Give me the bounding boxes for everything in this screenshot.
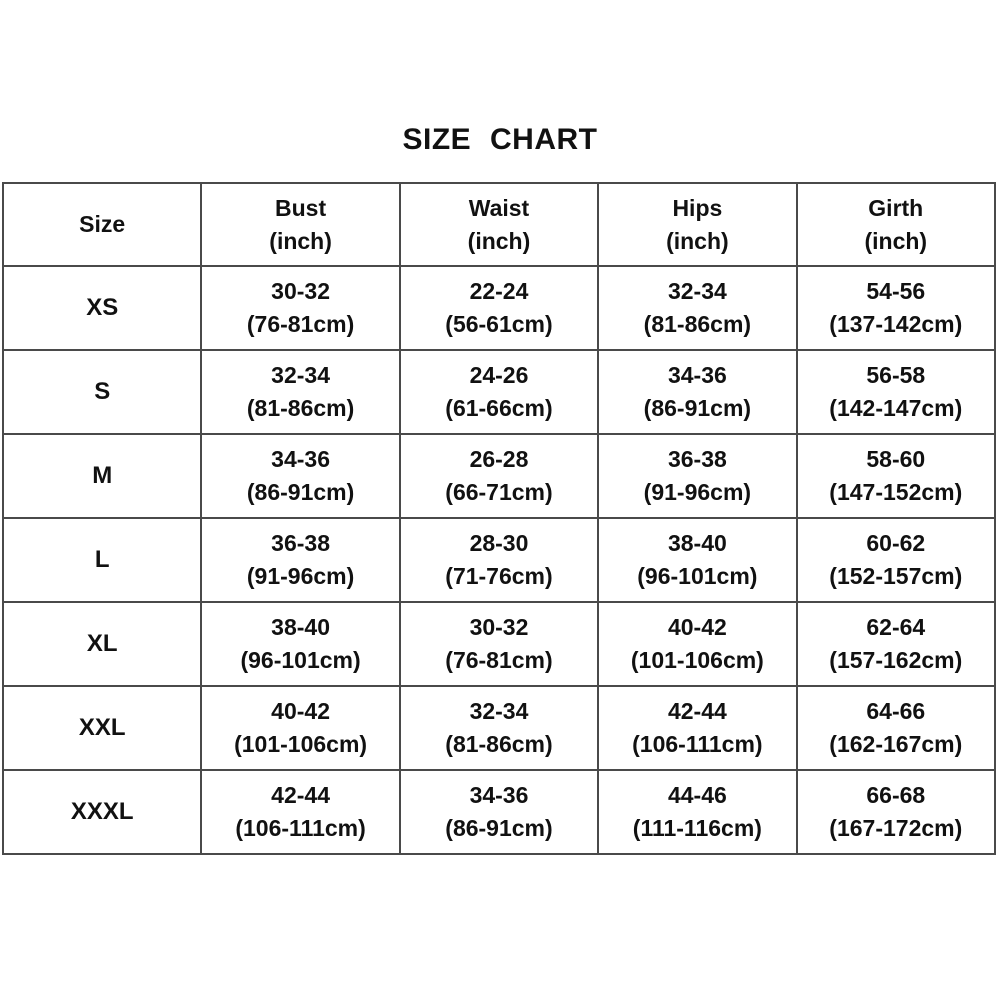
row-label: XS [3, 266, 201, 350]
column-header-girth [797, 183, 995, 266]
value-inch: 38-40 [667, 530, 727, 556]
table-row-m [3, 434, 995, 518]
table-row-xxxl [3, 770, 995, 854]
value-inch: 26-28 [469, 446, 529, 472]
value-inch: 58-60 [866, 446, 926, 472]
cell-girth [797, 518, 995, 602]
value-inch: 38-40 [271, 614, 330, 640]
column-header-size [3, 183, 201, 266]
row-label: XXL [3, 686, 201, 770]
row-label: XL [3, 602, 201, 686]
cell-waist [400, 770, 598, 854]
cell-hips [598, 518, 796, 602]
cell-girth [797, 266, 995, 350]
value-cm: (76-81cm) [445, 647, 553, 673]
value-inch: 32-34 [469, 698, 529, 724]
column-header-waist [400, 183, 598, 266]
size-chart-table [2, 182, 996, 855]
cell-waist [400, 434, 598, 518]
value-cm: (91-96cm) [643, 479, 752, 505]
cell-waist [400, 602, 598, 686]
column-header-unit: (inch) [864, 227, 928, 254]
cell-bust [201, 350, 399, 434]
value-inch: 42-44 [271, 782, 330, 808]
value-inch: 40-42 [667, 614, 727, 640]
cell-waist [400, 686, 598, 770]
value-cm: (81-86cm) [643, 311, 752, 337]
cell-waist [400, 518, 598, 602]
value-cm: (167-172cm) [829, 815, 963, 841]
cell-hips [598, 434, 796, 518]
value-cm: (162-167cm) [829, 731, 963, 757]
value-inch: 36-38 [271, 530, 330, 556]
column-header-unit: (inch) [269, 227, 332, 254]
value-cm: (86-91cm) [445, 815, 553, 841]
value-inch: 44-46 [667, 782, 727, 808]
row-label: L [3, 518, 201, 602]
value-cm: (66-71cm) [445, 479, 553, 505]
cell-girth [797, 770, 995, 854]
value-cm: (106-111cm) [235, 815, 366, 841]
table-row-s [3, 350, 995, 434]
value-cm: (111-116cm) [632, 815, 762, 841]
table-row-xl [3, 602, 995, 686]
page-title: SIZE CHART [402, 123, 598, 156]
value-inch: 34-36 [667, 362, 727, 388]
value-inch: 30-32 [271, 278, 330, 304]
value-inch: 54-56 [866, 278, 926, 304]
value-cm: (101-106cm) [234, 731, 368, 757]
cell-waist [400, 350, 598, 434]
cell-bust [201, 770, 399, 854]
value-inch: 28-30 [469, 530, 529, 556]
value-inch: 40-42 [271, 698, 330, 724]
column-header-label: Size [79, 211, 126, 237]
value-cm: (157-162cm) [829, 647, 963, 673]
value-cm: (86-91cm) [643, 395, 752, 421]
value-inch: 22-24 [469, 278, 529, 304]
cell-hips [598, 770, 796, 854]
cell-hips [598, 266, 796, 350]
value-cm: (86-91cm) [246, 479, 355, 505]
value-inch: 64-66 [866, 698, 926, 724]
row-label: S [3, 350, 201, 434]
column-header-bust [201, 183, 399, 266]
value-inch: 66-68 [866, 782, 926, 808]
header-row [3, 183, 995, 266]
value-inch: 32-34 [667, 278, 727, 304]
table-row-xs [3, 266, 995, 350]
value-cm: (56-61cm) [445, 311, 553, 337]
cell-girth [797, 602, 995, 686]
cell-bust [201, 518, 399, 602]
cell-hips [598, 350, 796, 434]
value-inch: 24-26 [469, 362, 529, 388]
value-cm: (152-157cm) [829, 563, 963, 589]
value-inch: 32-34 [271, 362, 330, 388]
value-inch: 56-58 [866, 362, 926, 388]
cell-girth [797, 686, 995, 770]
value-cm: (81-86cm) [445, 731, 553, 757]
value-cm: (81-86cm) [246, 395, 355, 421]
column-header-unit: (inch) [666, 227, 729, 254]
value-cm: (142-147cm) [829, 395, 963, 421]
column-header-unit: (inch) [467, 227, 531, 254]
value-cm: (96-101cm) [240, 647, 361, 673]
value-inch: 60-62 [866, 530, 926, 556]
column-header-label: Bust [275, 194, 327, 221]
column-header-label: Waist [468, 194, 530, 221]
table-row-l [3, 518, 995, 602]
value-cm: (137-142cm) [829, 311, 963, 337]
value-cm: (71-76cm) [445, 563, 553, 589]
cell-bust [201, 686, 399, 770]
value-inch: 30-32 [469, 614, 529, 640]
value-inch: 62-64 [866, 614, 926, 640]
value-inch: 36-38 [667, 446, 727, 472]
value-cm: (61-66cm) [445, 395, 553, 421]
value-inch: 42-44 [667, 698, 727, 724]
row-label: M [3, 434, 201, 518]
column-header-label: Girth [868, 194, 924, 221]
value-cm: (106-111cm) [632, 731, 763, 757]
cell-bust [201, 266, 399, 350]
value-cm: (101-106cm) [630, 647, 764, 673]
value-cm: (96-101cm) [637, 563, 758, 589]
column-header-label: Hips [672, 194, 723, 221]
row-label: XXXL [3, 770, 201, 854]
value-cm: (91-96cm) [246, 563, 355, 589]
value-inch: 34-36 [469, 782, 529, 808]
value-inch: 34-36 [271, 446, 330, 472]
table-row-xxl [3, 686, 995, 770]
cell-bust [201, 602, 399, 686]
cell-hips [598, 602, 796, 686]
cell-waist [400, 266, 598, 350]
value-cm: (147-152cm) [829, 479, 963, 505]
value-cm: (76-81cm) [246, 311, 355, 337]
cell-girth [797, 434, 995, 518]
cell-bust [201, 434, 399, 518]
cell-hips [598, 686, 796, 770]
cell-girth [797, 350, 995, 434]
column-header-hips [598, 183, 796, 266]
